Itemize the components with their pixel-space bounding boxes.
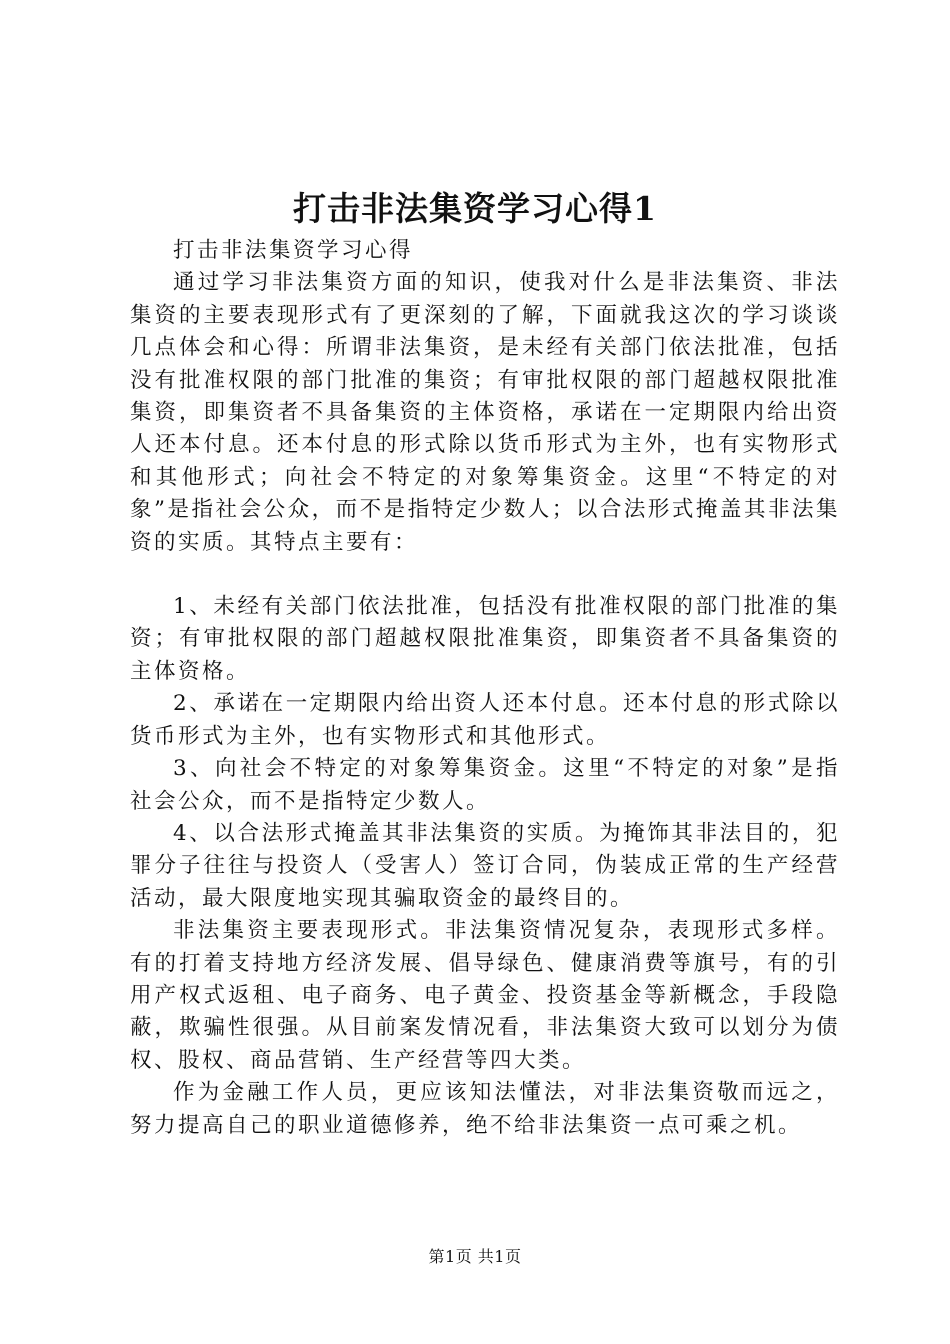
document-body bbox=[130, 235, 840, 1142]
intro-paragraph: 通过学习非法集资方面的知识，使我对什么是非法集资、非法集资的主要表现形式有了更深刻的了解，下面就我这次的学习谈谈几点体会和心得：所谓非法集资，是未经有关部门依法批准，包括没有批准权限的部门批准的集资；有审批权限的部门超越权限批准集资，即集资者不具备集资的主体资格，承诺在一定期限内给出资人还本付息。还本付息的形式除以货币形式为主外，也有实物形式和其他形式；向社会不特定的对象筹集资金。这里“不特定的对象”是指社会公众，而不是指特定少数人；以合法形式掩盖其非法集资的实质。其特点主要有： bbox=[130, 270, 840, 555]
point-1-paragraph: 1、未经有关部门依法批准，包括没有批准权限的部门批准的集资；有审批权限的部门超越权限批准集资，即集资者不具备集资的主体资格。 bbox=[130, 594, 840, 684]
point-3-paragraph: 3、向社会不特定的对象筹集资金。这里“不特定的对象”是指社会公众，而不是指特定少数人。 bbox=[130, 756, 840, 814]
conclusion-paragraph: 作为金融工作人员，更应该知法懂法，对非法集资敬而远之，努力提高自己的职业道德修养，绝不给非法集资一点可乘之机。 bbox=[130, 1080, 840, 1138]
document-title: 打击非法集资学习心得1 bbox=[293, 189, 657, 228]
point-4-paragraph: 4、以合法形式掩盖其非法集资的实质。为掩饰其非法目的，犯罪分子往往与投资人（受害人）签订合同，伪装成正常的生产经营活动，最大限度地实现其骗取资金的最终目的。 bbox=[130, 820, 840, 911]
subtitle-paragraph: 打击非法集资学习心得 bbox=[173, 238, 414, 263]
page-footer: 第1页 共1页 bbox=[428, 1247, 522, 1266]
point-2-paragraph: 2、承诺在一定期限内给出资人还本付息。还本付息的形式除以货币形式为主外，也有实物形式和其他形式。 bbox=[130, 691, 840, 749]
forms-paragraph: 非法集资主要表现形式。非法集资情况复杂，表现形式多样。有的打着支持地方经济发展、倡导绿色、健康消费等旗号，有的引用产权式返租、电子商务、电子黄金、投资基金等新概念，手段隐蔽，欺骗性很强。从目前案发情况看，非法集资大致可以划分为债权、股权、商品营销、生产经营等四大类。 bbox=[130, 918, 840, 1073]
blank-line bbox=[130, 559, 840, 591]
